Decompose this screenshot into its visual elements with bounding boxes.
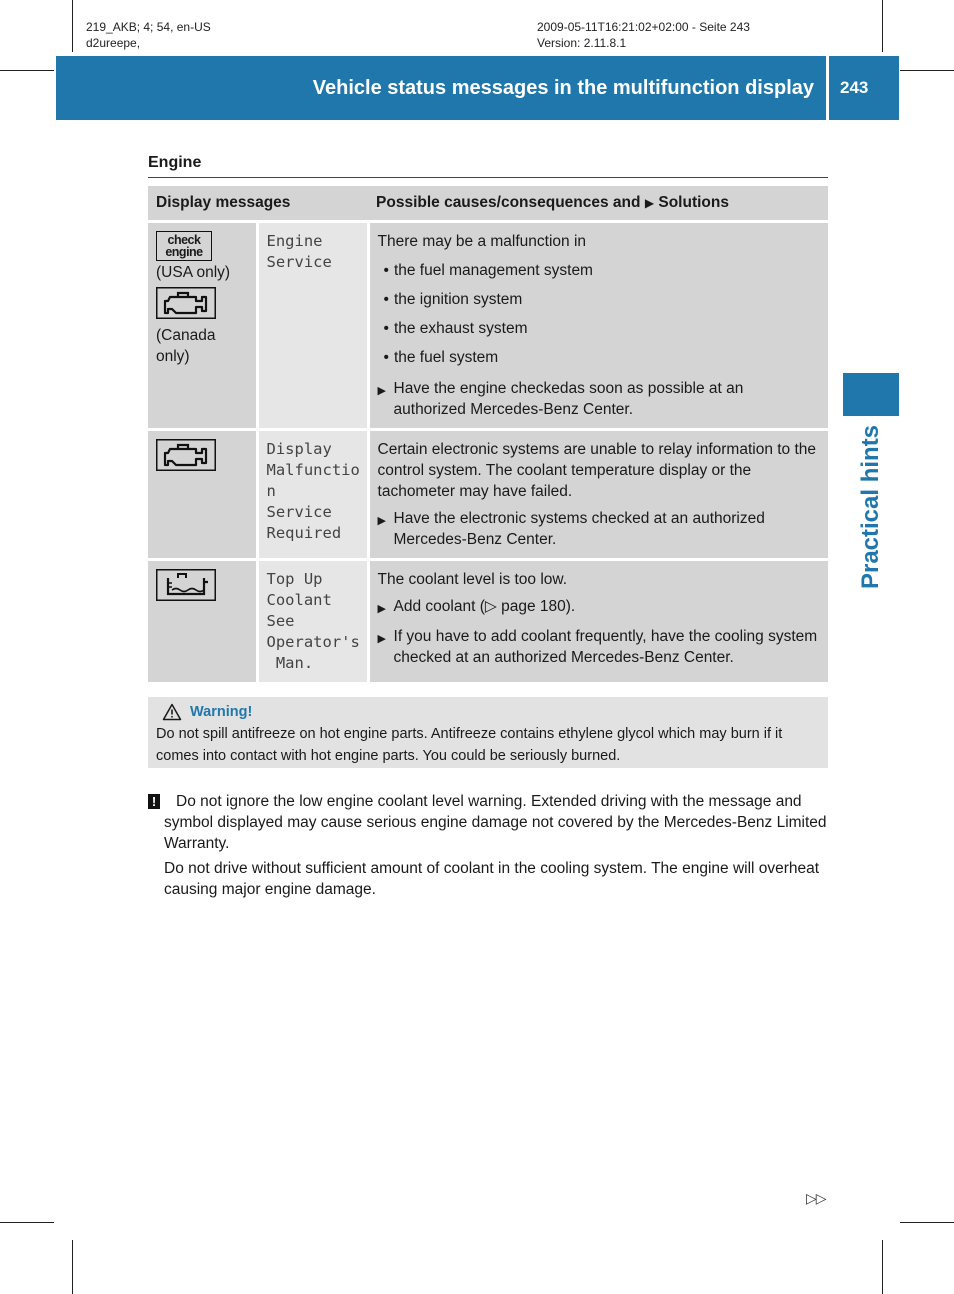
col-header-display-messages: Display messages — [148, 186, 368, 222]
list-item: • the fuel management system — [384, 260, 821, 281]
icon-note: (Canada only) — [156, 327, 216, 365]
triangle-right-icon: ▶ — [377, 603, 386, 615]
crop-mark — [0, 70, 54, 71]
note-paragraph: Do not drive without sufficient amount of coolant in the cooling system. The engine will overheat causing major engine damage. — [164, 860, 820, 898]
page-header — [56, 56, 826, 120]
table-row — [148, 430, 828, 560]
print-meta-line: 219_AKB; 4; 54, en-US — [86, 20, 211, 34]
col-header-solutions-text: Solutions — [658, 194, 729, 211]
col-header-causes-text: Possible causes/consequences and — [376, 194, 641, 211]
check-engine-icon — [156, 231, 212, 261]
col-header-causes — [368, 186, 828, 222]
message-cell — [257, 430, 368, 560]
list-item: • the exhaust system — [384, 318, 821, 339]
triangle-right-icon: ▶ — [377, 633, 386, 645]
print-meta-line: Version: 2.11.8.1 — [537, 36, 627, 50]
crop-mark — [900, 70, 954, 71]
solution-step — [378, 626, 821, 668]
crop-mark — [882, 0, 883, 52]
triangle-right-icon: ▶ — [644, 196, 655, 210]
solution-text: Have the engine checkedas soon as possible at an authorized Mercedes-Benz Center. — [393, 380, 744, 418]
solution-step — [378, 596, 821, 620]
exclamation-icon: ! — [148, 794, 160, 809]
solution-step — [378, 508, 821, 550]
message-cell — [257, 222, 368, 430]
icon-cell — [148, 560, 257, 684]
crop-mark — [72, 0, 73, 52]
side-tab-text: Practical hints — [857, 424, 884, 590]
message-cell — [257, 560, 368, 684]
check-engine-icon-text: check — [167, 233, 201, 247]
crop-mark — [0, 1222, 54, 1223]
damage-note — [148, 791, 832, 904]
warning-triangle-icon — [162, 703, 182, 721]
check-engine-icon-text: engine — [165, 245, 203, 259]
icon-cell — [148, 430, 257, 560]
warning-text: Do not spill antifreeze on hot engine parts. Antifreeze contains ethylene glycol which may burn if it comes into contact with hot engine parts. You could be seriously burned. — [156, 726, 783, 764]
solution-step — [378, 378, 821, 420]
print-meta-right — [537, 19, 750, 51]
cause-intro: There may be a malfunction in — [377, 233, 587, 250]
list-item: • the fuel system — [384, 347, 821, 368]
crop-mark — [900, 1222, 954, 1223]
table-row — [148, 222, 828, 430]
cause-intro: The coolant level is too low. — [377, 571, 568, 588]
list-item: • the ignition system — [384, 289, 821, 310]
table-row — [148, 560, 828, 684]
engine-icon — [156, 287, 216, 325]
solution-text: Add coolant (▷ page 180). — [393, 598, 576, 615]
triangle-right-icon: ▶ — [377, 385, 386, 397]
triangle-right-icon: ▶ — [377, 515, 386, 527]
causes-cell — [368, 430, 828, 560]
warning-title: Warning! — [190, 704, 253, 720]
cause-intro: Certain electronic systems are unable to relay information to the control system. The coolant temperature display or the tachometer may have failed. — [377, 441, 817, 500]
solution-text: Have the electronic systems checked at an authorized Mercedes-Benz Center. — [393, 510, 765, 548]
print-meta-left — [86, 19, 211, 51]
table-header-row — [148, 186, 828, 222]
engine-message-table — [148, 186, 828, 685]
page-title: Vehicle status messages in the multifunction display — [312, 76, 814, 99]
display-message: Display Malfunctio n Service Required — [266, 440, 360, 542]
continued-arrow-icon: ▷▷ — [806, 1190, 826, 1206]
crop-mark — [72, 1240, 73, 1294]
print-meta-line: 2009-05-11T16:21:02+02:00 - Seite 243 — [537, 20, 750, 34]
solution-text: If you have to add coolant frequently, have the cooling system checked at an authorized Mercedes-Benz Center. — [393, 628, 818, 666]
display-message: Top Up Coolant See Operator's Man. — [266, 570, 360, 672]
display-message: Engine Service — [266, 232, 332, 271]
warning-header — [162, 701, 820, 723]
print-meta-line: d2ureepe, — [86, 36, 141, 50]
section-divider — [148, 177, 828, 178]
cause-list — [378, 260, 821, 368]
crop-mark — [882, 1240, 883, 1294]
page-number: 243 — [829, 56, 899, 120]
icon-cell — [148, 222, 257, 430]
side-tab-marker — [843, 373, 899, 416]
coolant-level-icon — [156, 569, 216, 607]
causes-cell — [368, 222, 828, 430]
warning-box — [148, 697, 828, 768]
icon-note: (USA only) — [156, 264, 231, 281]
causes-cell — [368, 560, 828, 684]
engine-icon — [156, 439, 216, 477]
note-paragraph: Do not ignore the low engine coolant level warning. Extended driving with the message and symbol displayed may cause serious engine damage not covered by the Mercedes-Benz Limited Warranty. — [164, 793, 827, 852]
section-title: Engine — [148, 154, 202, 171]
